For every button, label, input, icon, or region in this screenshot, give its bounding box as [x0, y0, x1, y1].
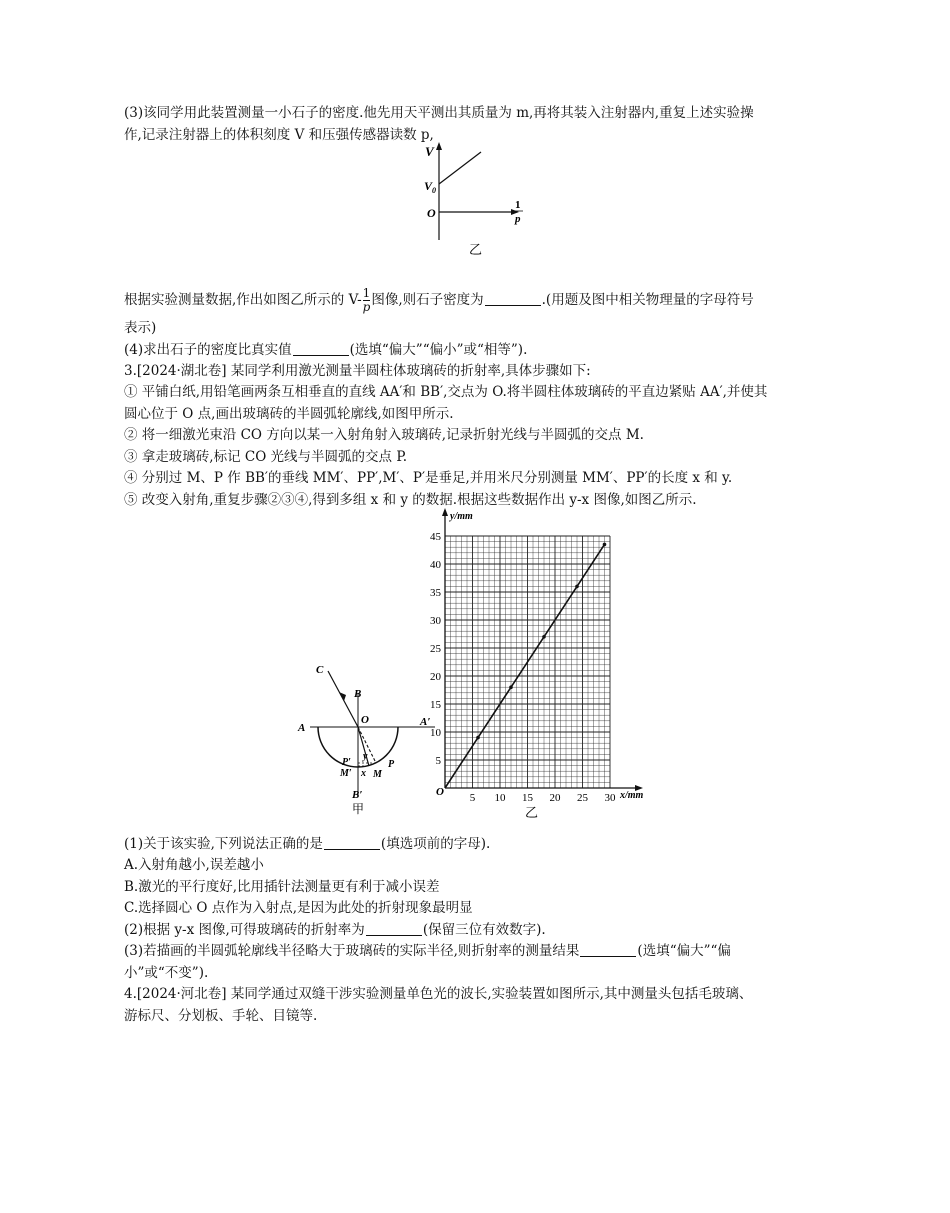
question-1: (1)关于该实验,下列说法正确的是 (填选项前的字母).	[124, 836, 491, 852]
label-A: A	[298, 722, 306, 734]
answer-blank[interactable]	[485, 291, 541, 306]
y-axis-label: y/mm	[450, 511, 473, 522]
x-tick-label: 15	[522, 792, 533, 804]
step-1-cont: 圆心位于 O 点,画出玻璃砖的半圆弧轮廓线,如图甲所示.	[124, 406, 454, 422]
step-5: ⑤ 改变入射角,重复步骤②③④,得到多组 x 和 y 的数据.根据这些数据作出 y-x 图像,如图乙所示.	[124, 492, 697, 508]
answer-blank[interactable]	[580, 942, 636, 957]
answer-blank[interactable]	[293, 341, 349, 356]
option-b: B.激光的平行度好,比用插针法测量更有利于减小误差	[124, 879, 440, 895]
text-line: 表示)	[124, 320, 157, 336]
question-3: (3)若描画的半圆弧轮廓线半径略大于玻璃砖的实际半径,则折射率的测量结果 (选填“偏大”“偏	[124, 943, 731, 959]
label-M-prime: M′	[340, 768, 352, 779]
question-4: 4.[2024·河北卷] 某同学通过双缝干涉实验测量单色光的波长,实验装置如图所示,其中测量头包括毛玻璃、	[124, 986, 753, 1002]
origin-label: O	[436, 786, 444, 798]
data-point	[542, 635, 546, 639]
y-tick-label: 5	[435, 755, 441, 767]
answer-blank[interactable]	[366, 921, 422, 936]
data-point	[575, 585, 579, 589]
question-3-title: 3.[2024·湖北卷] 某同学利用激光测量半圆柱体玻璃砖的折射率,具体步骤如下:	[124, 363, 591, 379]
y-tick-label: 25	[430, 643, 441, 655]
x-tick-label: 10	[494, 792, 506, 804]
x-axis-den: p	[515, 213, 521, 225]
x-tick-label: 5	[469, 792, 476, 804]
y-tick-label: 45	[430, 531, 441, 543]
step-1: ① 平铺白纸,用铅笔画两条互相垂直的直线 AA′和 BB′,交点为 O.将半圆柱体玻璃砖的平直边紧贴 AA′,并使其	[124, 384, 768, 400]
x-axis-num: 1	[515, 199, 521, 211]
text-line: (3)该同学用此装置测量一小石子的密度.他先用天平测出其质量为 m,再将其装入注射器内,重复上述实验操	[124, 105, 754, 121]
y-tick-label: 30	[430, 615, 441, 627]
origin-label: O	[427, 206, 436, 220]
y-tick-label: 35	[430, 587, 441, 599]
label-B: B	[354, 688, 362, 700]
x-tick-label: 20	[549, 792, 561, 804]
x-tick-label: 25	[577, 792, 588, 804]
step-3: ③ 拿走玻璃砖,标记 CO 光线与半圆弧的交点 P.	[124, 449, 407, 465]
question-4-cont: 游标尺、分划板、手轮、目镜等.	[124, 1008, 318, 1024]
data-point	[476, 736, 480, 740]
v-axis-label: V	[425, 144, 434, 159]
option-c: C.选择圆心 O 点作为入射点,是因为此处的折射现象最明显	[124, 900, 473, 916]
label-x: x	[361, 768, 366, 779]
text-line: (4)求出石子的密度比真实值 (选填“偏大”“偏小”或“相等”).	[124, 342, 528, 358]
label-y: y	[363, 751, 368, 762]
step-4: ④ 分别过 M、P 作 BB′的垂线 MM′、PP′,M′、P′是垂足,并用米尺分别测量 MM′、PP′的长度 x 和 y.	[124, 470, 733, 486]
x-axis-label: x/mm	[620, 790, 644, 801]
label-B-prime: B′	[352, 789, 363, 801]
y-axis-arrow	[442, 508, 448, 516]
x-tick-label: 30	[604, 792, 616, 804]
question-3-cont: 小”或“不变”).	[124, 965, 209, 981]
chart-caption: 乙	[525, 805, 539, 820]
y-tick-label: 10	[430, 727, 441, 739]
label-P-prime: P′	[342, 757, 351, 768]
label-A-prime: A′	[420, 716, 431, 728]
figure-caption: 乙	[469, 242, 483, 257]
option-a: A.入射角越小,误差越小	[124, 857, 264, 873]
text-line: 根据实验测量数据,作出如图乙所示的 V- $\frac{1}{p}$ 图像,则石子密度为 .(用题及图中相关物理量的字母符号	[124, 286, 754, 314]
label-C: C	[316, 664, 324, 676]
label-P: P	[388, 759, 395, 770]
v-inverse-p-figure	[415, 140, 535, 260]
v0-label: $V_0$	[424, 179, 437, 195]
answer-blank[interactable]	[324, 835, 380, 850]
y-tick-label: 20	[430, 671, 441, 683]
y-tick-label: 15	[430, 699, 441, 711]
data-point	[603, 543, 607, 547]
question-2: (2)根据 y-x 图像,可得玻璃砖的折射率为 (保留三位有效数字).	[124, 922, 546, 938]
text-line: 作,记录注射器上的体积刻度 V 和压强传感器读数 p,	[124, 127, 434, 143]
data-point	[509, 685, 513, 689]
step-2: ② 将一细激光束沿 CO 方向以某一入射角射入玻璃砖,记录折射光线与半圆弧的交点 M.	[124, 427, 644, 443]
label-M: M	[373, 769, 382, 780]
y-x-graph	[420, 505, 660, 825]
fraction: $\frac{1}{p}$	[362, 286, 371, 314]
figure-caption: 甲	[352, 802, 365, 815]
label-O: O	[361, 714, 369, 726]
y-tick-label: 40	[430, 559, 441, 571]
